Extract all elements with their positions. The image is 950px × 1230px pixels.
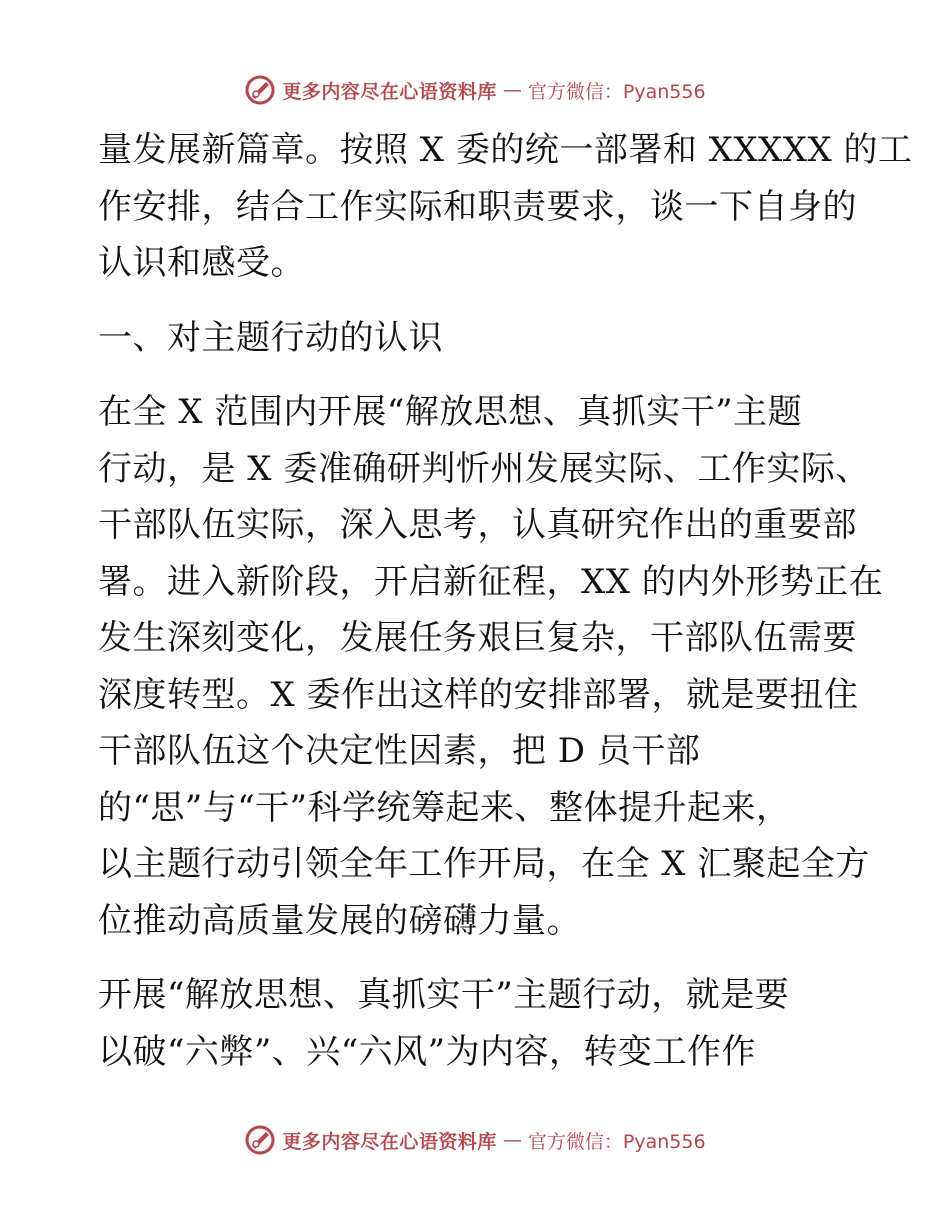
watermark-title: 更多内容尽在心语资料库 (282, 80, 497, 103)
text-line: 量发展新篇章。按照 X 委的统一部署和 XXXXX 的工 (98, 130, 913, 170)
text-line: 作安排，结合工作实际和职责要求，谈一下自身的 (98, 186, 857, 227)
footer-watermark (0, 1120, 950, 1160)
text-line: 以主题行动引领全年工作开局，在全 X 汇聚起全方 (98, 844, 870, 884)
text-line: 开展“解放思想、真抓实干”主题行动，就是要 (98, 975, 790, 1015)
watermark-title: 更多内容尽在心语资料库 (282, 1130, 497, 1153)
header-watermark (0, 70, 950, 110)
watermark-dash: — (502, 79, 522, 101)
text-line: 发生深刻变化，发展任务艰巨复杂，干部队伍需要 (98, 618, 857, 658)
text-line: 认识和感受。 (98, 243, 305, 283)
text-line: 在全 X 范围内开展“解放思想、真抓实干”主题 (98, 392, 803, 432)
document-body (98, 122, 913, 1080)
text-line: 署。进入新阶段，开启新征程，XX 的内外形势正在 (98, 561, 884, 602)
text-line: 位推动高质量发展的磅礴力量。 (98, 900, 581, 941)
text-line: 干部队伍这个决定性因素，把 D 员干部 (98, 731, 701, 771)
text-line: 行动，是 X 委准确研判忻州发展实际、工作实际、 (98, 448, 870, 489)
section-heading: 一、对主题行动的认识 (98, 317, 443, 358)
logo-icon (244, 74, 276, 106)
text-line: 以破“六弊”、兴“六风”为内容，转变工作作 (98, 1031, 757, 1072)
watermark-wechat: 官方微信：Pyan556 (527, 1130, 706, 1153)
logo-icon (244, 1124, 276, 1156)
text-line: 干部队伍实际，深入思考，认真研究作出的重要部 (98, 505, 857, 545)
watermark-dash: — (502, 1129, 522, 1151)
watermark-wechat: 官方微信：Pyan556 (527, 80, 706, 103)
text-line: 深度转型。X 委作出这样的安排部署，就是要扭住 (98, 674, 859, 715)
text-line: 的“思”与“干”科学统筹起来、整体提升起来， (98, 787, 791, 828)
